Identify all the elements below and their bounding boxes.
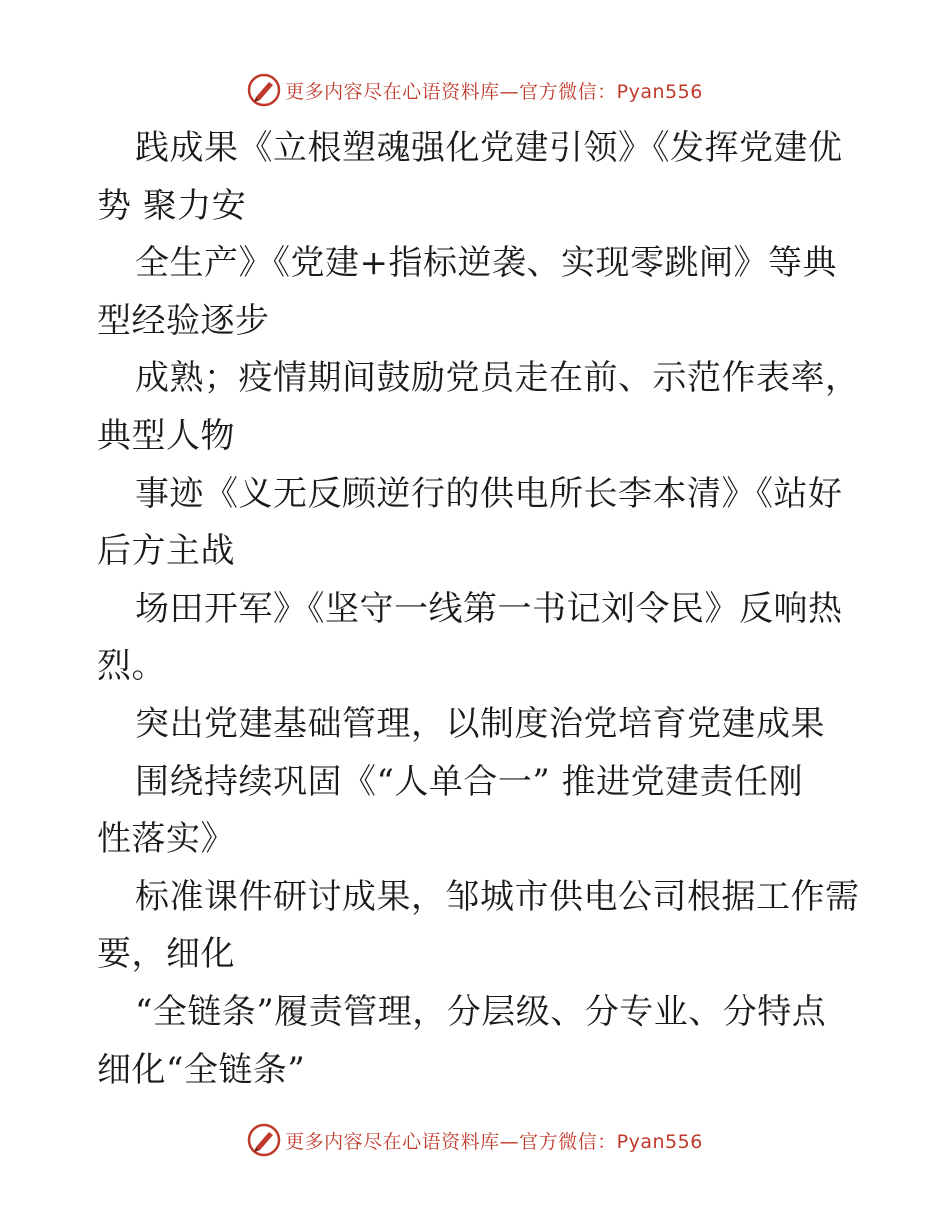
banner-text: 更多内容尽在心语资料库—官方微信：Pyan556 bbox=[285, 1130, 703, 1153]
header-banner bbox=[0, 70, 950, 110]
banner-text: 更多内容尽在心语资料库—官方微信：Pyan556 bbox=[285, 80, 703, 103]
text-line: “全链条”履责管理，分层级、分专业、分特点 bbox=[135, 991, 827, 1032]
pen-circle-logo-icon bbox=[247, 1123, 281, 1157]
text-line: 性落实》 bbox=[97, 819, 235, 860]
pen-circle-logo-icon bbox=[247, 73, 281, 107]
text-line: 事迹《义无反顾逆行的供电所长李本清》《站好 bbox=[135, 473, 843, 514]
text-line: 标准课件研讨成果，邹城市供电公司根据工作需 bbox=[135, 876, 860, 917]
text-line: 突出党建基础管理，以制度治党培育党建成果 bbox=[135, 703, 825, 744]
document-body bbox=[97, 120, 860, 1099]
text-line: 要，细化 bbox=[97, 934, 235, 975]
text-line: 全生产》《党建+指标逆袭、实现零跳闸》等典 bbox=[135, 243, 837, 284]
text-line: 践成果《立根塑魂强化党建引领》《发挥党建优 bbox=[135, 128, 843, 168]
text-line: 势 聚力安 bbox=[97, 185, 247, 226]
text-line: 典型人物 bbox=[97, 415, 235, 456]
text-line: 型经验逐步 bbox=[97, 300, 270, 341]
text-line: 烈。 bbox=[97, 646, 166, 687]
text-line: 围绕持续巩固《“人单合一” 推进党建责任刚 bbox=[135, 761, 804, 802]
text-line: 场田开军》《坚守一线第一书记刘令民》反响热 bbox=[135, 588, 843, 629]
text-line: 后方主战 bbox=[97, 531, 235, 572]
text-line: 成熟；疫情期间鼓励党员走在前、示范作表率， bbox=[135, 358, 860, 399]
text-line: 细化“全链条” bbox=[97, 1049, 306, 1090]
footer-banner bbox=[0, 1120, 950, 1160]
